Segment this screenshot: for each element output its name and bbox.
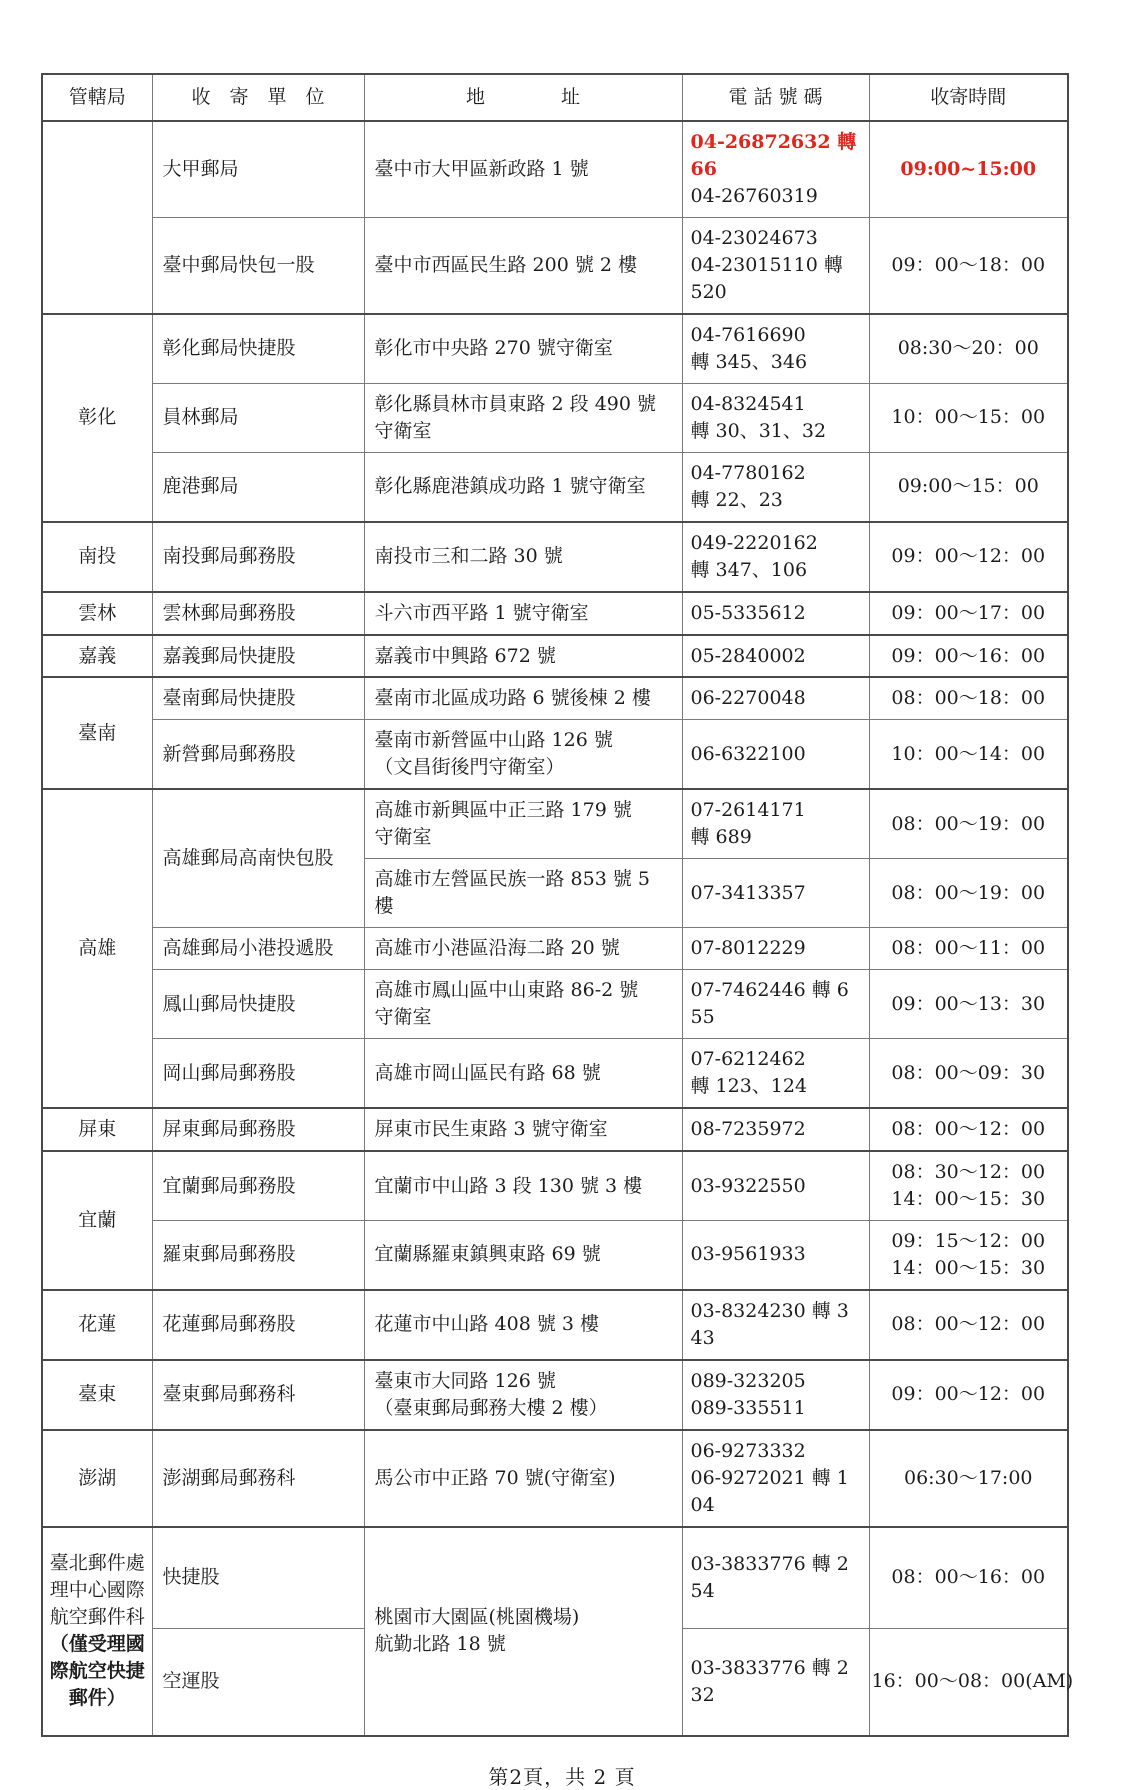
cell-line: 轉 689 (690, 826, 752, 849)
cell-line: 05-5335612 (690, 601, 806, 624)
cell-phone (682, 1108, 869, 1151)
cell-line: 彰化市中央路 270 號守衛室 (374, 337, 613, 360)
cell-unit (152, 383, 364, 452)
table-row (42, 635, 1068, 678)
cell-jurisdiction (42, 121, 152, 314)
cell-line: 雲林 (78, 601, 117, 624)
cell-line: 快捷股 (162, 1566, 220, 1589)
table-row (42, 383, 1068, 452)
cell-time (869, 1221, 1068, 1290)
cell-line: 04-23015110 轉 (690, 253, 843, 276)
cell-line: （臺東郵局郵務大樓 2 樓） (374, 1396, 608, 1419)
cell-line: 臺南市北區成功路 6 號後棟 2 樓 (374, 687, 651, 710)
cell-line: 守衛室 (374, 419, 432, 442)
cell-address (364, 1221, 682, 1290)
cell-line: 花蓮郵局郵務股 (162, 1313, 296, 1336)
cell-jurisdiction (42, 1430, 152, 1527)
table-row (42, 1290, 1068, 1360)
cell-unit (152, 1039, 364, 1108)
cell-line: 南投 (78, 545, 117, 568)
cell-line: 08:30～20：00 (897, 337, 1039, 360)
cell-line: 守衛室 (374, 826, 432, 849)
cell-line: 06-2270048 (690, 687, 806, 710)
cell-line: 08：30～12：00 (891, 1161, 1046, 1184)
cell-time (869, 1039, 1068, 1108)
cell-time (869, 121, 1068, 217)
cell-line: 08：00～16：00 (891, 1566, 1046, 1589)
cell-phone (682, 1628, 869, 1736)
cell-unit (152, 928, 364, 970)
table-row (42, 121, 1068, 217)
cell-line: 03-9322550 (690, 1174, 806, 1197)
cell-line: 049-2220162 (690, 531, 818, 554)
cell-line: 03-3833776 轉 254 (690, 1552, 849, 1602)
cell-line: 高雄 (78, 937, 117, 960)
cell-line: 鹿港郵局 (162, 475, 239, 498)
cell-time (869, 677, 1068, 719)
cell-time (869, 1360, 1068, 1430)
cell-address (364, 1290, 682, 1360)
cell-line: 大甲郵局 (162, 157, 239, 180)
cell-line: 06-6322100 (690, 742, 806, 765)
cell-address (364, 1108, 682, 1151)
cell-line: 屏東市民生東路 3 號守衛室 (374, 1118, 608, 1141)
cell-jurisdiction (42, 1151, 152, 1290)
cell-line: 04-23024673 (690, 226, 818, 249)
cell-line: 高雄市小港區沿海二路 20 號 (374, 937, 620, 960)
table-row (42, 1360, 1068, 1430)
cell-line: 屏東郵局郵務股 (162, 1118, 296, 1141)
cell-jurisdiction (42, 1360, 152, 1430)
cell-line: 馬公市中正路 70 號(守衛室) (374, 1466, 616, 1489)
cell-line: 彰化 (78, 406, 117, 429)
cell-jurisdiction (42, 789, 152, 1108)
cell-line: （文昌街後門守衛室） (374, 756, 565, 779)
cell-time (869, 1628, 1074, 1736)
cell-line: 羅東郵局郵務股 (162, 1243, 296, 1266)
cell-line: 空運股 (162, 1670, 220, 1693)
cell-time (869, 383, 1068, 452)
cell-line: 09：00～12：00 (891, 545, 1046, 568)
table-row (42, 314, 1068, 383)
cell-line: 10：00～15：00 (891, 406, 1046, 429)
cell-jurisdiction (42, 1290, 152, 1360)
cell-unit (152, 1527, 364, 1629)
cell-unit (152, 522, 364, 592)
cell-line: 14：00～15：30 (891, 1188, 1046, 1211)
cell-line: 澎湖郵局郵務科 (162, 1466, 296, 1489)
cell-line: 08：00～09：30 (891, 1061, 1046, 1084)
cell-address (364, 452, 682, 521)
cell-unit (152, 970, 364, 1039)
cell-line: 10：00～14：00 (891, 742, 1046, 765)
cell-time (869, 1430, 1068, 1527)
header-phone: 電 話 號 碼 (682, 74, 869, 121)
cell-phone (682, 314, 869, 383)
cell-line: 06:30～17:00 (903, 1466, 1033, 1489)
cell-unit (152, 720, 364, 789)
cell-line: 07-8012229 (690, 937, 806, 960)
cell-phone (682, 452, 869, 521)
cell-line: 07-3413357 (690, 881, 806, 904)
cell-line: 南投市三和二路 30 號 (374, 545, 563, 568)
table-row (42, 928, 1068, 970)
cell-address (364, 592, 682, 635)
cell-line: 09：00～17：00 (891, 601, 1046, 624)
cell-unit (152, 789, 364, 927)
header-address: 地 址 (364, 74, 682, 121)
cell-time (869, 522, 1068, 592)
cell-jurisdiction (42, 592, 152, 635)
cell-line: 嘉義市中興路 672 號 (374, 644, 556, 667)
table-row (42, 1221, 1068, 1290)
cell-phone (682, 1290, 869, 1360)
cell-line: 高雄郵局高南快包股 (162, 847, 334, 870)
cell-address (364, 928, 682, 970)
cell-address (364, 1039, 682, 1108)
cell-address (364, 720, 682, 789)
cell-address (364, 121, 682, 217)
cell-unit (152, 1628, 364, 1736)
cell-address (364, 859, 682, 928)
cell-line: 斗六市西平路 1 號守衛室 (374, 601, 589, 624)
cell-line: 嘉義郵局快捷股 (162, 644, 296, 667)
cell-line: 07-6212462 (690, 1048, 806, 1071)
cell-address (364, 1430, 682, 1527)
cell-line: 07-2614171 (690, 799, 806, 822)
cell-address (364, 217, 682, 313)
cell-address (364, 1527, 682, 1736)
cell-line: 臺中郵局快包一股 (162, 253, 315, 276)
cell-address (364, 677, 682, 719)
cell-line: 轉 123、124 (690, 1075, 808, 1098)
header-row (42, 74, 1068, 121)
cell-line: 宜蘭郵局郵務股 (162, 1174, 296, 1197)
cell-line: 彰化縣員林市員東路 2 段 490 號 (374, 392, 657, 415)
cell-line: 臺南 (78, 721, 117, 744)
cell-line: 彰化郵局快捷股 (162, 337, 296, 360)
cell-line: 09：00～18：00 (891, 253, 1046, 276)
cell-line: 轉 22、23 (690, 488, 783, 511)
cell-time (869, 452, 1068, 521)
cell-unit (152, 314, 364, 383)
table-row (42, 789, 1068, 858)
cell-line: 南投郵局郵務股 (162, 545, 296, 568)
cell-address (364, 970, 682, 1039)
cell-phone (682, 522, 869, 592)
cell-line: 09:00~15:00 (900, 157, 1037, 180)
cell-unit (152, 217, 364, 313)
header-jurisdiction: 管轄局 (42, 74, 152, 121)
cell-line: 高雄市新興區中正三路 179 號 (374, 799, 632, 822)
cell-line: 08：00～11：00 (891, 937, 1046, 960)
table-row (42, 677, 1068, 719)
cell-line: 09：00～13：30 (891, 992, 1046, 1015)
cell-line: 臺北郵件處理中心國際航空郵件科 (49, 1552, 145, 1629)
header-time: 收寄時間 (869, 74, 1068, 121)
cell-time (869, 720, 1068, 789)
cell-line: 航勤北路 18 號 (374, 1633, 506, 1656)
cell-phone (682, 1039, 869, 1108)
cell-line: 05-2840002 (690, 644, 806, 667)
cell-unit (152, 592, 364, 635)
cell-line: 08：00～19：00 (891, 812, 1046, 835)
cell-line: 08：00～18：00 (891, 687, 1046, 710)
cell-line: 04-7780162 (690, 461, 806, 484)
table-row (42, 720, 1068, 789)
cell-phone (682, 1221, 869, 1290)
table-row (42, 1108, 1068, 1151)
cell-line: 高雄市左營區民族一路 853 號 5 (374, 868, 650, 891)
cell-line: 14：00～15：30 (891, 1256, 1046, 1279)
cell-address (364, 635, 682, 678)
cell-unit (152, 1360, 364, 1430)
cell-line: 臺南市新營區中山路 126 號 (374, 729, 613, 752)
cell-line: 臺東 (78, 1383, 117, 1406)
cell-line: 08：00～12：00 (891, 1118, 1046, 1141)
cell-jurisdiction (42, 1527, 152, 1736)
table-row (42, 1430, 1068, 1527)
cell-line: 09：00～12：00 (891, 1383, 1046, 1406)
cell-jurisdiction (42, 522, 152, 592)
cell-line: 06-9273332 (690, 1439, 806, 1462)
cell-time (869, 1290, 1068, 1360)
table-row (42, 452, 1068, 521)
cell-line: 雲林郵局郵務股 (162, 601, 296, 624)
table-row (42, 1039, 1068, 1108)
cell-line: 07-7462446 轉 655 (690, 979, 849, 1029)
cell-unit (152, 1290, 364, 1360)
cell-line: 03-8324230 轉 343 (690, 1299, 849, 1349)
cell-phone (682, 635, 869, 678)
header-unit: 收 寄 單 位 (152, 74, 364, 121)
cell-line: 新營郵局郵務股 (162, 742, 296, 765)
cell-line: 089-323205 (690, 1369, 806, 1392)
cell-address (364, 1151, 682, 1220)
cell-line: 08：00～19：00 (891, 881, 1046, 904)
cell-phone (682, 789, 869, 858)
cell-line: 員林郵局 (162, 406, 239, 429)
cell-unit (152, 1151, 364, 1220)
table-row (42, 522, 1068, 592)
cell-line: 臺南郵局快捷股 (162, 687, 296, 710)
cell-unit (152, 635, 364, 678)
cell-time (869, 314, 1068, 383)
cell-line: 樓 (374, 895, 394, 918)
table-row (42, 1527, 1068, 1629)
cell-line: 花蓮 (78, 1313, 117, 1336)
cell-phone (682, 1430, 869, 1527)
table-row (42, 970, 1068, 1039)
cell-line: 09:00～15：00 (897, 475, 1039, 498)
cell-line: 089-335511 (690, 1396, 806, 1419)
cell-phone (682, 1151, 869, 1220)
cell-line: 08：00～12：00 (891, 1313, 1046, 1336)
cell-time (869, 217, 1068, 313)
cell-line: 澎湖 (78, 1466, 117, 1489)
cell-line: 桃園市大園區(桃園機場) (374, 1606, 580, 1629)
cell-jurisdiction (42, 677, 152, 789)
cell-unit (152, 121, 364, 217)
cell-line: 520 (690, 280, 727, 303)
cell-phone (682, 383, 869, 452)
cell-line: 高雄市鳳山區中山東路 86-2 號 (374, 979, 639, 1002)
cell-line: 04-7616690 (690, 323, 806, 346)
cell-time (869, 859, 1068, 928)
cell-line: 屏東 (78, 1118, 117, 1141)
cell-address (364, 522, 682, 592)
cell-time (869, 1151, 1068, 1220)
cell-time (869, 592, 1068, 635)
cell-line: 高雄郵局小港投遞股 (162, 937, 334, 960)
cell-phone (682, 592, 869, 635)
cell-line: 花蓮市中山路 408 號 3 樓 (374, 1313, 600, 1336)
cell-phone (682, 1360, 869, 1430)
cell-line: 宜蘭 (78, 1209, 117, 1232)
cell-line: 09：15～12：00 (891, 1230, 1046, 1252)
cell-line: 04-26760319 (690, 184, 818, 207)
cell-unit (152, 1108, 364, 1151)
cell-line: 臺東市大同路 126 號 (374, 1369, 556, 1392)
cell-phone (682, 859, 869, 928)
cell-line: 宜蘭縣羅東鎮興東路 69 號 (374, 1243, 601, 1266)
cell-line: 08-7235972 (690, 1118, 806, 1141)
cell-unit (152, 677, 364, 719)
cell-address (364, 314, 682, 383)
cell-unit (152, 1221, 364, 1290)
cell-phone (682, 121, 869, 217)
cell-jurisdiction (42, 1108, 152, 1151)
cell-address (364, 1360, 682, 1430)
cell-phone (682, 928, 869, 970)
cell-line: 轉 345、346 (690, 350, 808, 373)
cell-time (869, 970, 1068, 1039)
cell-phone (682, 217, 869, 313)
cell-line: 守衛室 (374, 1006, 432, 1029)
cell-phone (682, 1527, 869, 1629)
cell-line: （僅受理國際航空快捷郵件） (49, 1633, 145, 1710)
cell-line: 鳳山郵局快捷股 (162, 992, 296, 1015)
cell-line: 04-26872632 轉 66 (690, 130, 857, 180)
cell-line: 臺中市西區民生路 200 號 2 樓 (374, 253, 638, 276)
cell-time (869, 1527, 1068, 1629)
cell-time (869, 789, 1068, 858)
table-row (42, 1151, 1068, 1220)
table-row (42, 217, 1068, 313)
cell-line: 嘉義 (78, 644, 117, 667)
cell-phone (682, 677, 869, 719)
cell-line: 臺中市大甲區新政路 1 號 (374, 157, 589, 180)
cell-line: 宜蘭市中山路 3 段 130 號 3 樓 (374, 1174, 643, 1197)
cell-address (364, 383, 682, 452)
cell-address (364, 789, 682, 858)
cell-phone (682, 720, 869, 789)
cell-line: 03-3833776 轉 232 (690, 1656, 849, 1706)
cell-unit (152, 1430, 364, 1527)
cell-line: 03-9561933 (690, 1243, 806, 1266)
cell-line: 06-9272021 轉 104 (690, 1466, 849, 1516)
cell-phone (682, 970, 869, 1039)
cell-line: 轉 30、31、32 (690, 419, 827, 442)
cell-time (869, 635, 1068, 678)
cell-line: 04-8324541 (690, 392, 806, 415)
cell-line: 高雄市岡山區民有路 68 號 (374, 1061, 601, 1084)
cell-unit (152, 452, 364, 521)
cell-jurisdiction (42, 635, 152, 678)
cell-line: 彰化縣鹿港鎮成功路 1 號守衛室 (374, 475, 646, 498)
page-number: 第2頁，共 2 頁 (488, 1764, 636, 1789)
cell-jurisdiction (42, 314, 152, 522)
cell-line: 轉 347、106 (690, 558, 808, 581)
cell-line: 臺東郵局郵務科 (162, 1383, 296, 1406)
cell-line: 09：00～16：00 (891, 644, 1046, 667)
postal-offices-table (41, 73, 1074, 1737)
cell-time (869, 1108, 1068, 1151)
cell-time (869, 928, 1068, 970)
table-row (42, 592, 1068, 635)
cell-line: 16：00～08：00(AM) (871, 1670, 1074, 1693)
cell-line: 岡山郵局郵務股 (162, 1061, 296, 1084)
